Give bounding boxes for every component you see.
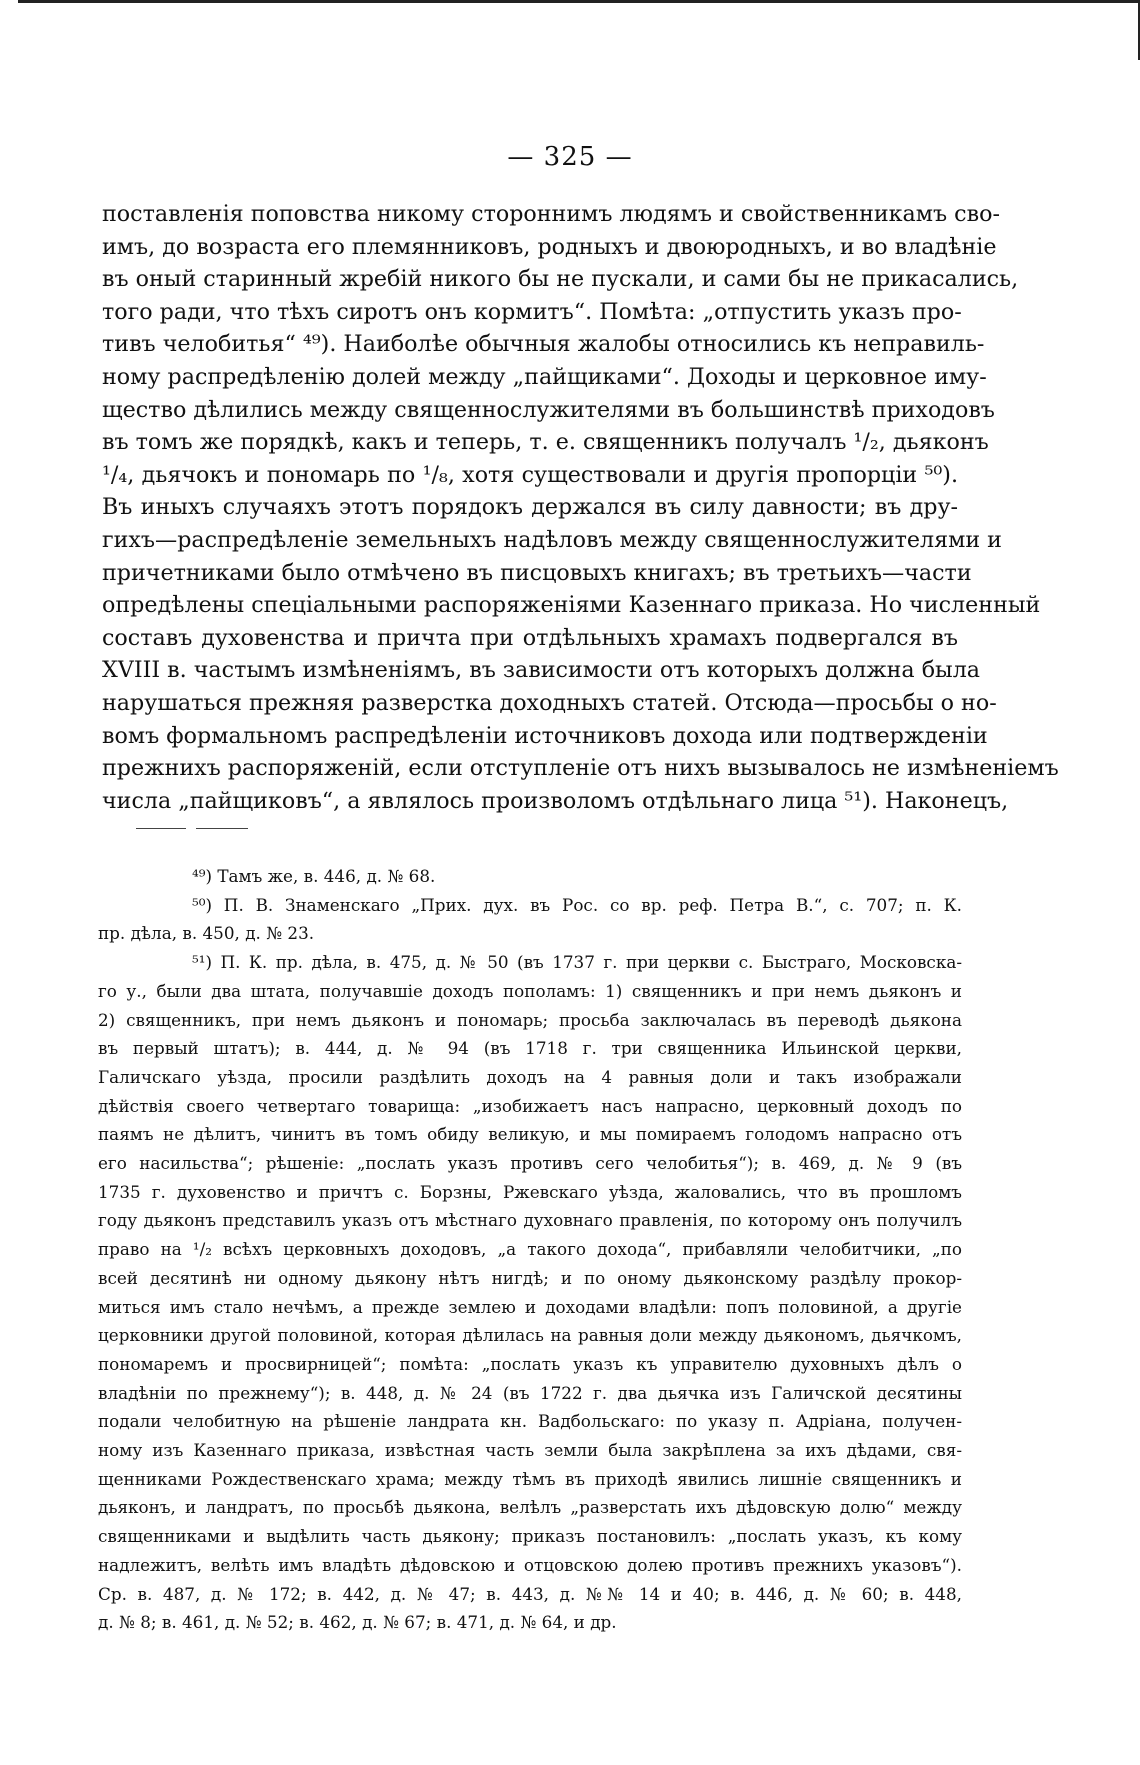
body-line: щество дѣлились между священнослужителями въ большинствѣ приходовъ xyxy=(102,396,995,423)
footnote-line: паямъ не дѣлитъ, чинитъ въ томъ обиду великую, и мы помираемъ голодомъ напрасно отъ xyxy=(98,1124,962,1145)
body-line: числа „пайщиковъ“, а являлось произволомъ отдѣльнаго лица ⁵¹). Наконецъ, xyxy=(102,787,1009,814)
footnote-line: го у., были два штата, получавшіе доходъ пополамъ: 1) священникъ и при немъ дьяконъ и xyxy=(98,980,962,1001)
footnote-line: Галичскаго уѣзда, просили раздѣлить доходъ на 4 равныя доли и такъ изображали xyxy=(98,1066,962,1087)
footnote-line: право на ¹/₂ всѣхъ церковныхъ доходовъ, „а такого дохода“, прибавляли челобитчики, „по xyxy=(98,1239,962,1260)
body-line: вомъ формальномъ распредѣленіи источниковъ дохода или подтвержденіи xyxy=(102,722,988,749)
footnote-line: надлежитъ, велѣть имъ владѣть дѣдовскою и отцовскою долею противъ прежнихъ указовъ“). xyxy=(98,1554,962,1575)
footnote-line: въ первый штатъ); в. 444, д. № 94 (въ 1718 г. три священника Ильинской церкви, xyxy=(98,1038,962,1059)
footnote-line: дьяконъ, и ландратъ, по просьбѣ дьякона, велѣлъ „разверстать ихъ дѣдовскую долю“ между xyxy=(98,1497,962,1518)
footnote-50: ⁵⁰) П. В. Знаменскаго „Прих. дух. въ Рос. со вр. реф. Петра В.“, с. 707; п. К. xyxy=(192,894,962,915)
footnote-line: щенниками Рождественскаго храма; между тѣмъ въ приходѣ явились лишніе священникъ и xyxy=(98,1468,962,1489)
footnote-line: ному изъ Казеннаго приказа, извѣстная часть земли была закрѣплена за ихъ дѣдами, свя- xyxy=(98,1440,962,1461)
footnotes xyxy=(98,862,962,1637)
page-number: — 325 — xyxy=(507,142,633,172)
body-line: ¹/₄, дьячокъ и пономарь по ¹/₈, хотя существовали и другія пропорціи ⁵⁰). xyxy=(102,461,958,488)
footnote-line: пр. дѣла, в. 450, д. № 23. xyxy=(98,923,315,944)
footnote-line: священниками и выдѣлить часть дьякону; приказъ постановилъ: „послать указъ, къ кому xyxy=(98,1526,962,1547)
footnote-separator-right xyxy=(196,828,248,829)
main-body-text xyxy=(102,198,1059,817)
body-line: нарушаться прежняя разверстка доходныхъ статей. Отсюда—просьбы о но- xyxy=(102,689,997,716)
body-line: XVIII в. частымъ измѣненіямъ, въ зависимости отъ которыхъ должна была xyxy=(102,657,981,684)
footnote-line: всей десятинѣ ни одному дьякону нѣтъ нигдѣ; и по оному дьяконскому раздѣлу прокор- xyxy=(98,1267,962,1288)
body-line: въ томъ же порядкѣ, какъ и теперь, т. е. священникъ получалъ ¹/₂, дьяконъ xyxy=(102,429,989,456)
body-line: опредѣлены спеціальными распоряженіями Казеннаго приказа. Но численный xyxy=(102,592,1041,619)
body-line: имъ, до возраста его племянниковъ, родныхъ и двоюродныхъ, и во владѣніе xyxy=(102,233,997,260)
footnote-line: церковники другой половиной, которая дѣлилась на равныя доли между дьякономъ, дьячкомъ, xyxy=(98,1325,962,1346)
footnote-line: д. № 8; в. 461, д. № 52; в. 462, д. № 67; в. 471, д. № 64, и др. xyxy=(98,1612,617,1633)
footnote-line: его насильства“; рѣшеніе: „послать указъ противъ сего челобитья“); в. 469, д. № 9 (въ xyxy=(98,1153,962,1174)
footnote-line: подали челобитную на рѣшеніе ландрата кн. Вадбольскаго: по указу п. Адріана, получен- xyxy=(98,1411,962,1432)
footnote-line: дѣйствія своего четвертаго товарища: „изобижаетъ насъ напрасно, церковный доходъ по xyxy=(98,1095,962,1116)
footnote-line: владѣніи по прежнему“); в. 448, д. № 24 (въ 1722 г. два дьячка изъ Галичской десятины xyxy=(98,1382,962,1403)
footnote-line: 1735 г. духовенство и причтъ с. Борзны, Ржевскаго уѣзда, жаловались, что въ прошломъ xyxy=(98,1181,962,1202)
footnote-line: миться имъ стало нечѣмъ, а прежде землею и доходами владѣли: попъ половиной, а другіе xyxy=(98,1296,962,1317)
body-line: причетниками было отмѣчено въ писцовыхъ книгахъ; въ третьихъ—части xyxy=(102,559,972,586)
footnote-line: Ср. в. 487, д. № 172; в. 442, д. № 47; в. 443, д. №№ 14 и 40; в. 446, д. № 60; в. 448, xyxy=(98,1583,962,1604)
body-line: составъ духовенства и причта при отдѣльныхъ храмахъ подвергался въ xyxy=(102,624,958,651)
footnote-49: ⁴⁹) Тамъ же, в. 446, д. № 68. xyxy=(192,866,436,886)
body-line: гихъ—распредѣленіе земельныхъ надѣловъ между священнослужителями и xyxy=(102,526,1002,553)
footnote-line: году дьяконъ представилъ указъ отъ мѣстнаго духовнаго правленія, по которому онъ получилъ xyxy=(98,1210,962,1231)
footnote-51: ⁵¹) П. К. пр. дѣла, в. 475, д. № 50 (въ 1737 г. при церкви с. Быстраго, Московска- xyxy=(192,952,962,973)
body-line: ному распредѣленію долей между „пайщиками“. Доходы и церковное иму- xyxy=(102,363,987,390)
body-line: въ оный старинный жребій никого бы не пускали, и сами бы не прикасались, xyxy=(102,266,1019,293)
body-line: прежнихъ распоряженій, если отступленіе отъ нихъ вызывалось не измѣненіемъ xyxy=(102,755,1059,782)
body-line: тивъ челобитья“ ⁴⁹). Наиболѣе обычныя жалобы относились къ неправиль- xyxy=(102,331,985,358)
scan-top-edge xyxy=(18,0,1140,3)
body-line: того ради, что тѣхъ сиротъ онъ кормитъ“. Помѣта: „отпустить указъ про- xyxy=(102,298,962,325)
footnote-separator-left xyxy=(136,828,186,829)
body-line: поставленія поповства никому стороннимъ людямъ и свойственникамъ сво- xyxy=(102,201,1000,227)
footnote-line: пономаремъ и просвирницей“; помѣта: „послать указъ къ управителю духовныхъ дѣлъ о xyxy=(98,1353,962,1374)
body-line: Въ иныхъ случаяхъ этотъ порядокъ держался въ силу давности; въ дру- xyxy=(102,494,958,521)
footnote-line: 2) священникъ, при немъ дьяконъ и пономарь; просьба заключалась въ переводѣ дьякона xyxy=(98,1009,962,1030)
